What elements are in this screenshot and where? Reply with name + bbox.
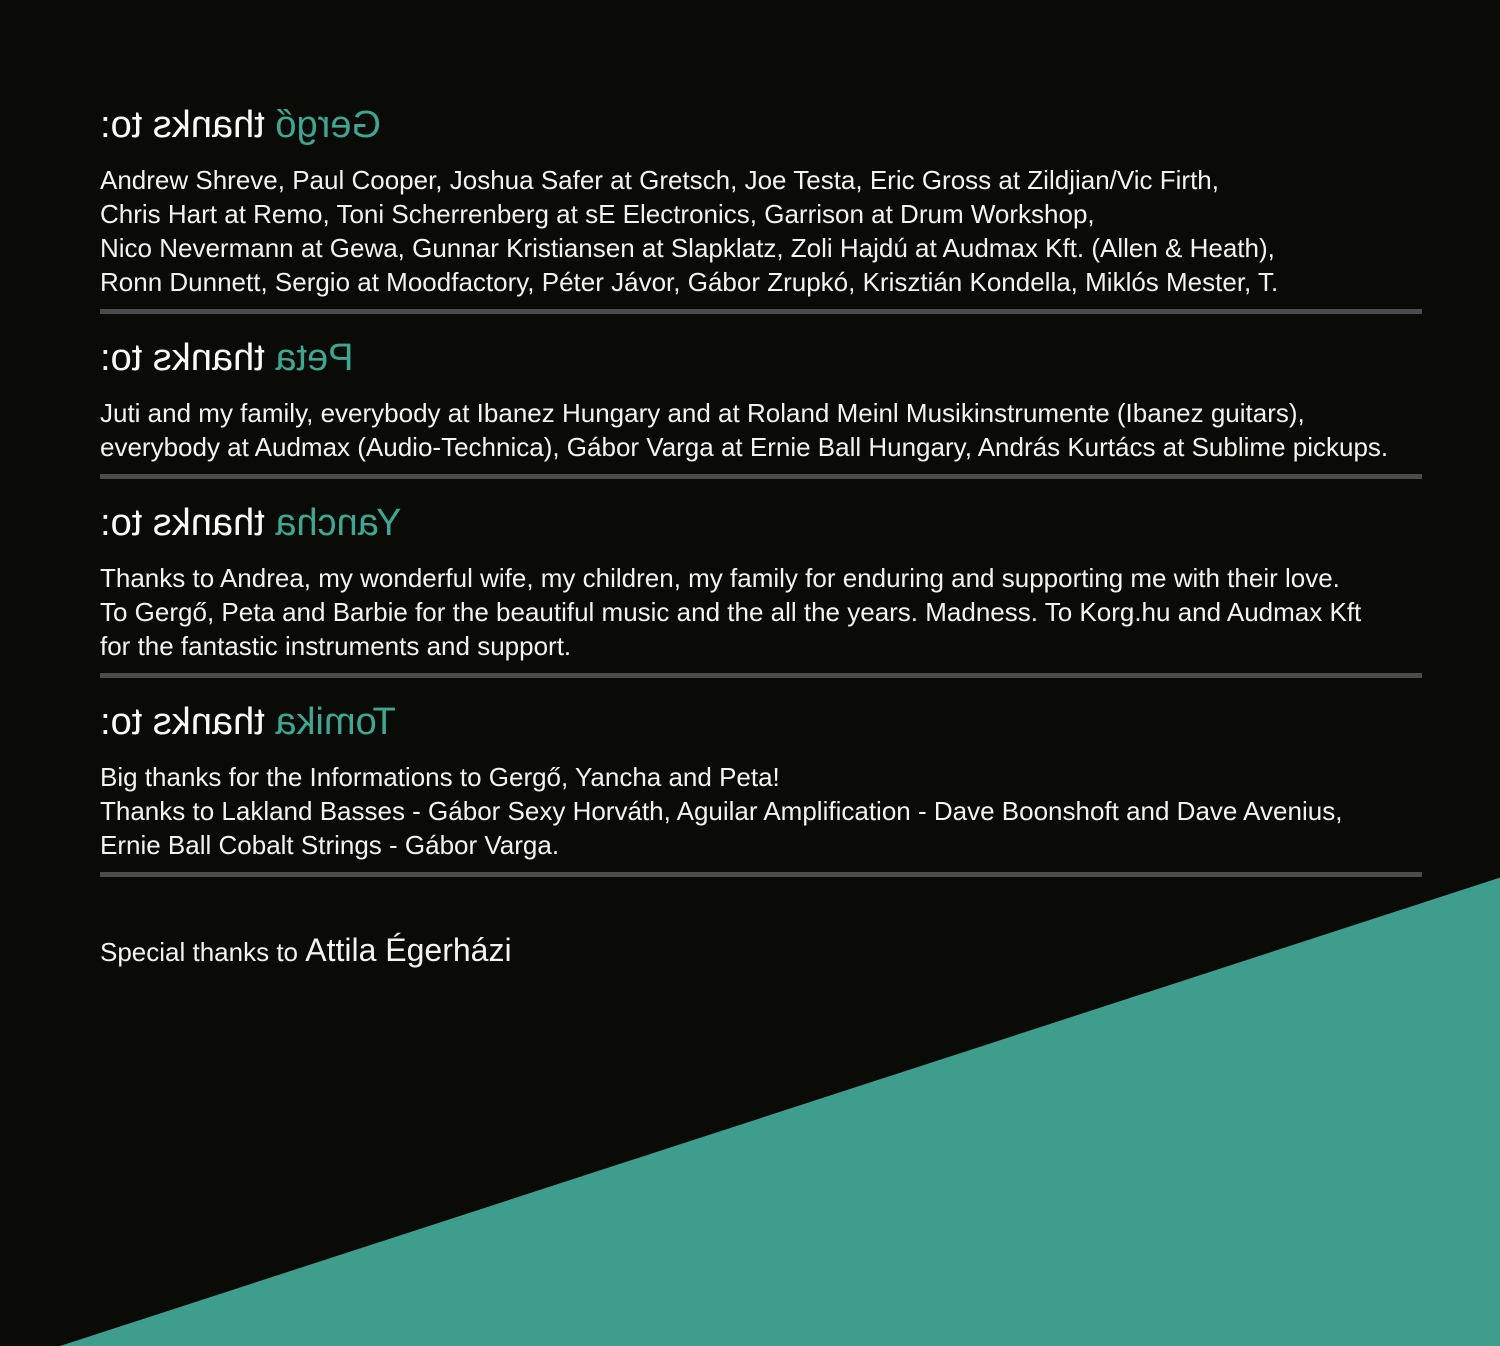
section-heading-yancha xyxy=(100,501,1412,545)
credit-line: everybody at Audmax (Audio-Technica), Gábor Varga at Ernie Ball Hungary, András Kurtács at Sublime pickups. xyxy=(100,432,1389,462)
section-text-gergo xyxy=(100,163,1412,299)
section-gergo xyxy=(100,103,1412,314)
section-yancha xyxy=(100,501,1412,678)
member-name: Tomika xyxy=(275,701,396,743)
section-divider xyxy=(100,474,1422,479)
credit-line: Ernie Ball Cobalt Strings - Gábor Varga. xyxy=(100,830,560,860)
section-heading-peta xyxy=(100,336,1412,380)
section-heading-gergo xyxy=(100,103,1412,147)
credit-line: Thanks to Andrea, my wonderful wife, my children, my family for enduring and supporting me with their love. xyxy=(100,563,1340,593)
credit-line: Nico Nevermann at Gewa, Gunnar Kristiansen at Slapklatz, Zoli Hajdú at Audmax Kft. (Allen & Heath), xyxy=(100,233,1275,263)
special-thanks-name: Attila Égerházi xyxy=(305,932,512,968)
section-divider xyxy=(100,673,1422,678)
section-text-yancha xyxy=(100,561,1412,663)
credit-line: Thanks to Lakland Basses - Gábor Sexy Horváth, Aguilar Amplification - Dave Boonshoft and Dave Avenius, xyxy=(100,796,1343,826)
mirrored-heading xyxy=(100,501,401,545)
mirrored-heading xyxy=(100,336,354,380)
heading-suffix: thanks to: xyxy=(100,701,276,743)
credit-line: Juti and my family, everybody at Ibanez Hungary and at Roland Meinl Musikinstrumente (Ibanez guitars), xyxy=(100,398,1305,428)
heading-suffix: thanks to: xyxy=(100,337,276,379)
member-name: Yancha xyxy=(275,502,402,544)
special-thanks xyxy=(100,932,1412,969)
credit-line: To Gergő, Peta and Barbie for the beautiful music and the all the years. Madness. To Korg.hu and Audmax Kft xyxy=(100,597,1362,627)
section-text-tomika xyxy=(100,760,1412,862)
special-thanks-prefix: Special thanks to xyxy=(100,937,306,967)
credit-line: Ronn Dunnett, Sergio at Moodfactory, Péter Jávor, Gábor Zrupkó, Krisztián Kondella, Miklós Mester, T. xyxy=(100,267,1279,297)
section-tomika xyxy=(100,700,1412,877)
member-name: Peta xyxy=(275,337,354,379)
section-peta xyxy=(100,336,1412,479)
heading-suffix: thanks to: xyxy=(100,104,276,146)
heading-suffix: thanks to: xyxy=(100,502,276,544)
mirrored-heading xyxy=(100,103,381,147)
member-name: Gergő xyxy=(275,104,381,146)
section-divider xyxy=(100,872,1422,877)
section-divider xyxy=(100,309,1422,314)
credit-line: Andrew Shreve, Paul Cooper, Joshua Safer at Gretsch, Joe Testa, Eric Gross at Zildjian/Vic Firth, xyxy=(100,165,1219,195)
mirrored-heading xyxy=(100,700,396,744)
credit-line: for the fantastic instruments and support. xyxy=(100,631,572,661)
credit-line: Big thanks for the Informations to Gergő, Yancha and Peta! xyxy=(100,762,780,792)
section-heading-tomika xyxy=(100,700,1412,744)
section-text-peta xyxy=(100,396,1412,464)
credit-line: Chris Hart at Remo, Toni Scherrenberg at sE Electronics, Garrison at Drum Workshop, xyxy=(100,199,1095,229)
